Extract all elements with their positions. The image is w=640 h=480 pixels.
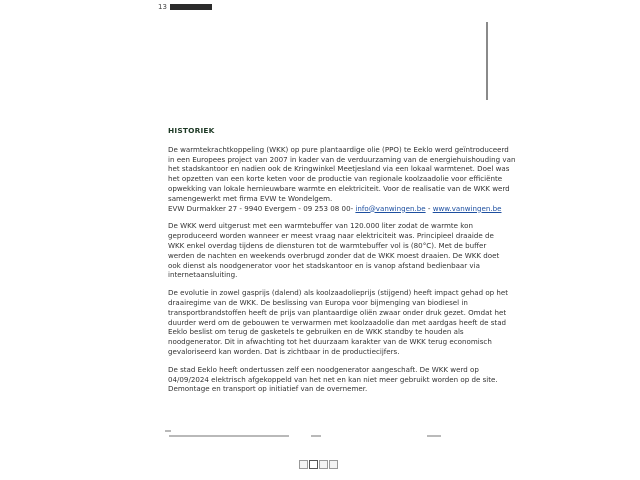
paragraph-1 bbox=[168, 144, 516, 214]
text-line: draairegime van de WKK. De beslissing van Europa voor bijmenging van biodiesel in bbox=[168, 297, 468, 307]
page-thumbnail[interactable] bbox=[299, 460, 308, 469]
header-logo bbox=[170, 4, 212, 10]
text-line: opwekking van lokale hernieuwbare warmte en elektriciteit. Voor de realisatie van de WKK werd bbox=[168, 183, 510, 193]
text-line: De warmtekrachtkoppeling (WKK) op pure plantaardige olie (PPO) te Eeklo werd geïntroduceerd bbox=[168, 144, 509, 154]
website-link[interactable]: www.vanwingen.be bbox=[432, 203, 502, 213]
paragraph-4 bbox=[168, 364, 498, 394]
contact-separator: - bbox=[425, 203, 433, 213]
page-thumbnail[interactable] bbox=[319, 460, 328, 469]
paragraph-2 bbox=[168, 221, 500, 280]
text-line: ook dienst als noodgenerator voor het stadskantoor en is vanop afstand bedienbaar via bbox=[168, 260, 480, 270]
text-line: werden de nachten en weekends overbrugd zonder dat de WKK moest draaien. De WKK doet bbox=[168, 250, 500, 260]
text-line: noodgenerator. Dit in afwachting tot het duurzaam karakter van de WKK terug economisch bbox=[168, 337, 492, 347]
page-thumbnail[interactable] bbox=[329, 460, 338, 469]
text-line: De stad Eeklo heeft ondertussen zelf een noodgenerator aangeschaft. De WKK werd op bbox=[168, 364, 479, 374]
page-number: 13 bbox=[158, 3, 167, 11]
text-line: geproduceerd worden wanneer er meest vraag naar elektriciteit was. Principieel draaide de bbox=[168, 231, 494, 241]
text-line: 04/09/2024 elektrisch afgekoppeld van het net en kan niet meer gebruikt worden op de site. bbox=[168, 374, 498, 384]
text-line: duurder werd om de gebouwen te verwarmen met koolzaadolie dan met aardgas heeft de stad bbox=[168, 317, 507, 327]
text-line: De WKK werd uitgerust met een warmtebuffer van 120.000 liter zodat de warmte kon bbox=[168, 221, 473, 231]
text-line: Eeklo beslist om terug de gasketels te gebruiken en de WKK standby te houden als bbox=[168, 327, 464, 337]
text-line: het stadskantoor en nadien ook de Kringwinkel Meetjesland via een lokaal warmtenet. Doel was bbox=[168, 164, 510, 174]
text-line: internetaansluiting. bbox=[168, 270, 238, 280]
email-link[interactable]: info@vanwingen.be bbox=[355, 203, 426, 213]
paragraph-3 bbox=[168, 288, 509, 357]
page-thumbnails bbox=[299, 460, 338, 470]
text-line: De evolutie in zowel gasprijs (dalend) als koolzaadolieprijs (stijgend) heeft impact gehad op het bbox=[168, 288, 509, 298]
section-heading: HISTORIEK bbox=[168, 126, 215, 135]
text-line: in een Europees project van 2007 in kader van de verduurzaming van de energiehuishouding van bbox=[168, 154, 516, 164]
text-line: transportbrandstoffen heeft de prijs van plantaardige oliën zwaar onder druk gezet. Omdat het bbox=[168, 307, 507, 317]
page-thumbnail-active[interactable] bbox=[309, 460, 318, 469]
text-line: Demontage en transport op initiatief van de overnemer. bbox=[168, 384, 368, 394]
next-page-bleed bbox=[165, 428, 465, 442]
contact-address: EVW Durmakker 27 - 9940 Evergem - 09 253 08 00- bbox=[168, 203, 356, 213]
contact-line bbox=[168, 203, 502, 214]
text-line: WKK enkel overdag tijdens de diensturen tot de warmtebuffer vol is (80°C). Met de buffer bbox=[168, 240, 487, 250]
text-line: samengewerkt met firma EVW te Wondelgem. bbox=[168, 193, 333, 203]
text-line: gevaloriseerd kan worden. Dat is zichtbaar in de productiecijfers. bbox=[168, 346, 400, 356]
scrollbar-track[interactable] bbox=[486, 22, 488, 100]
text-line: het opzetten van een korte keten voor de productie van regionale koolzaadolie voor efficiënte bbox=[168, 174, 503, 184]
document-content bbox=[168, 126, 516, 402]
